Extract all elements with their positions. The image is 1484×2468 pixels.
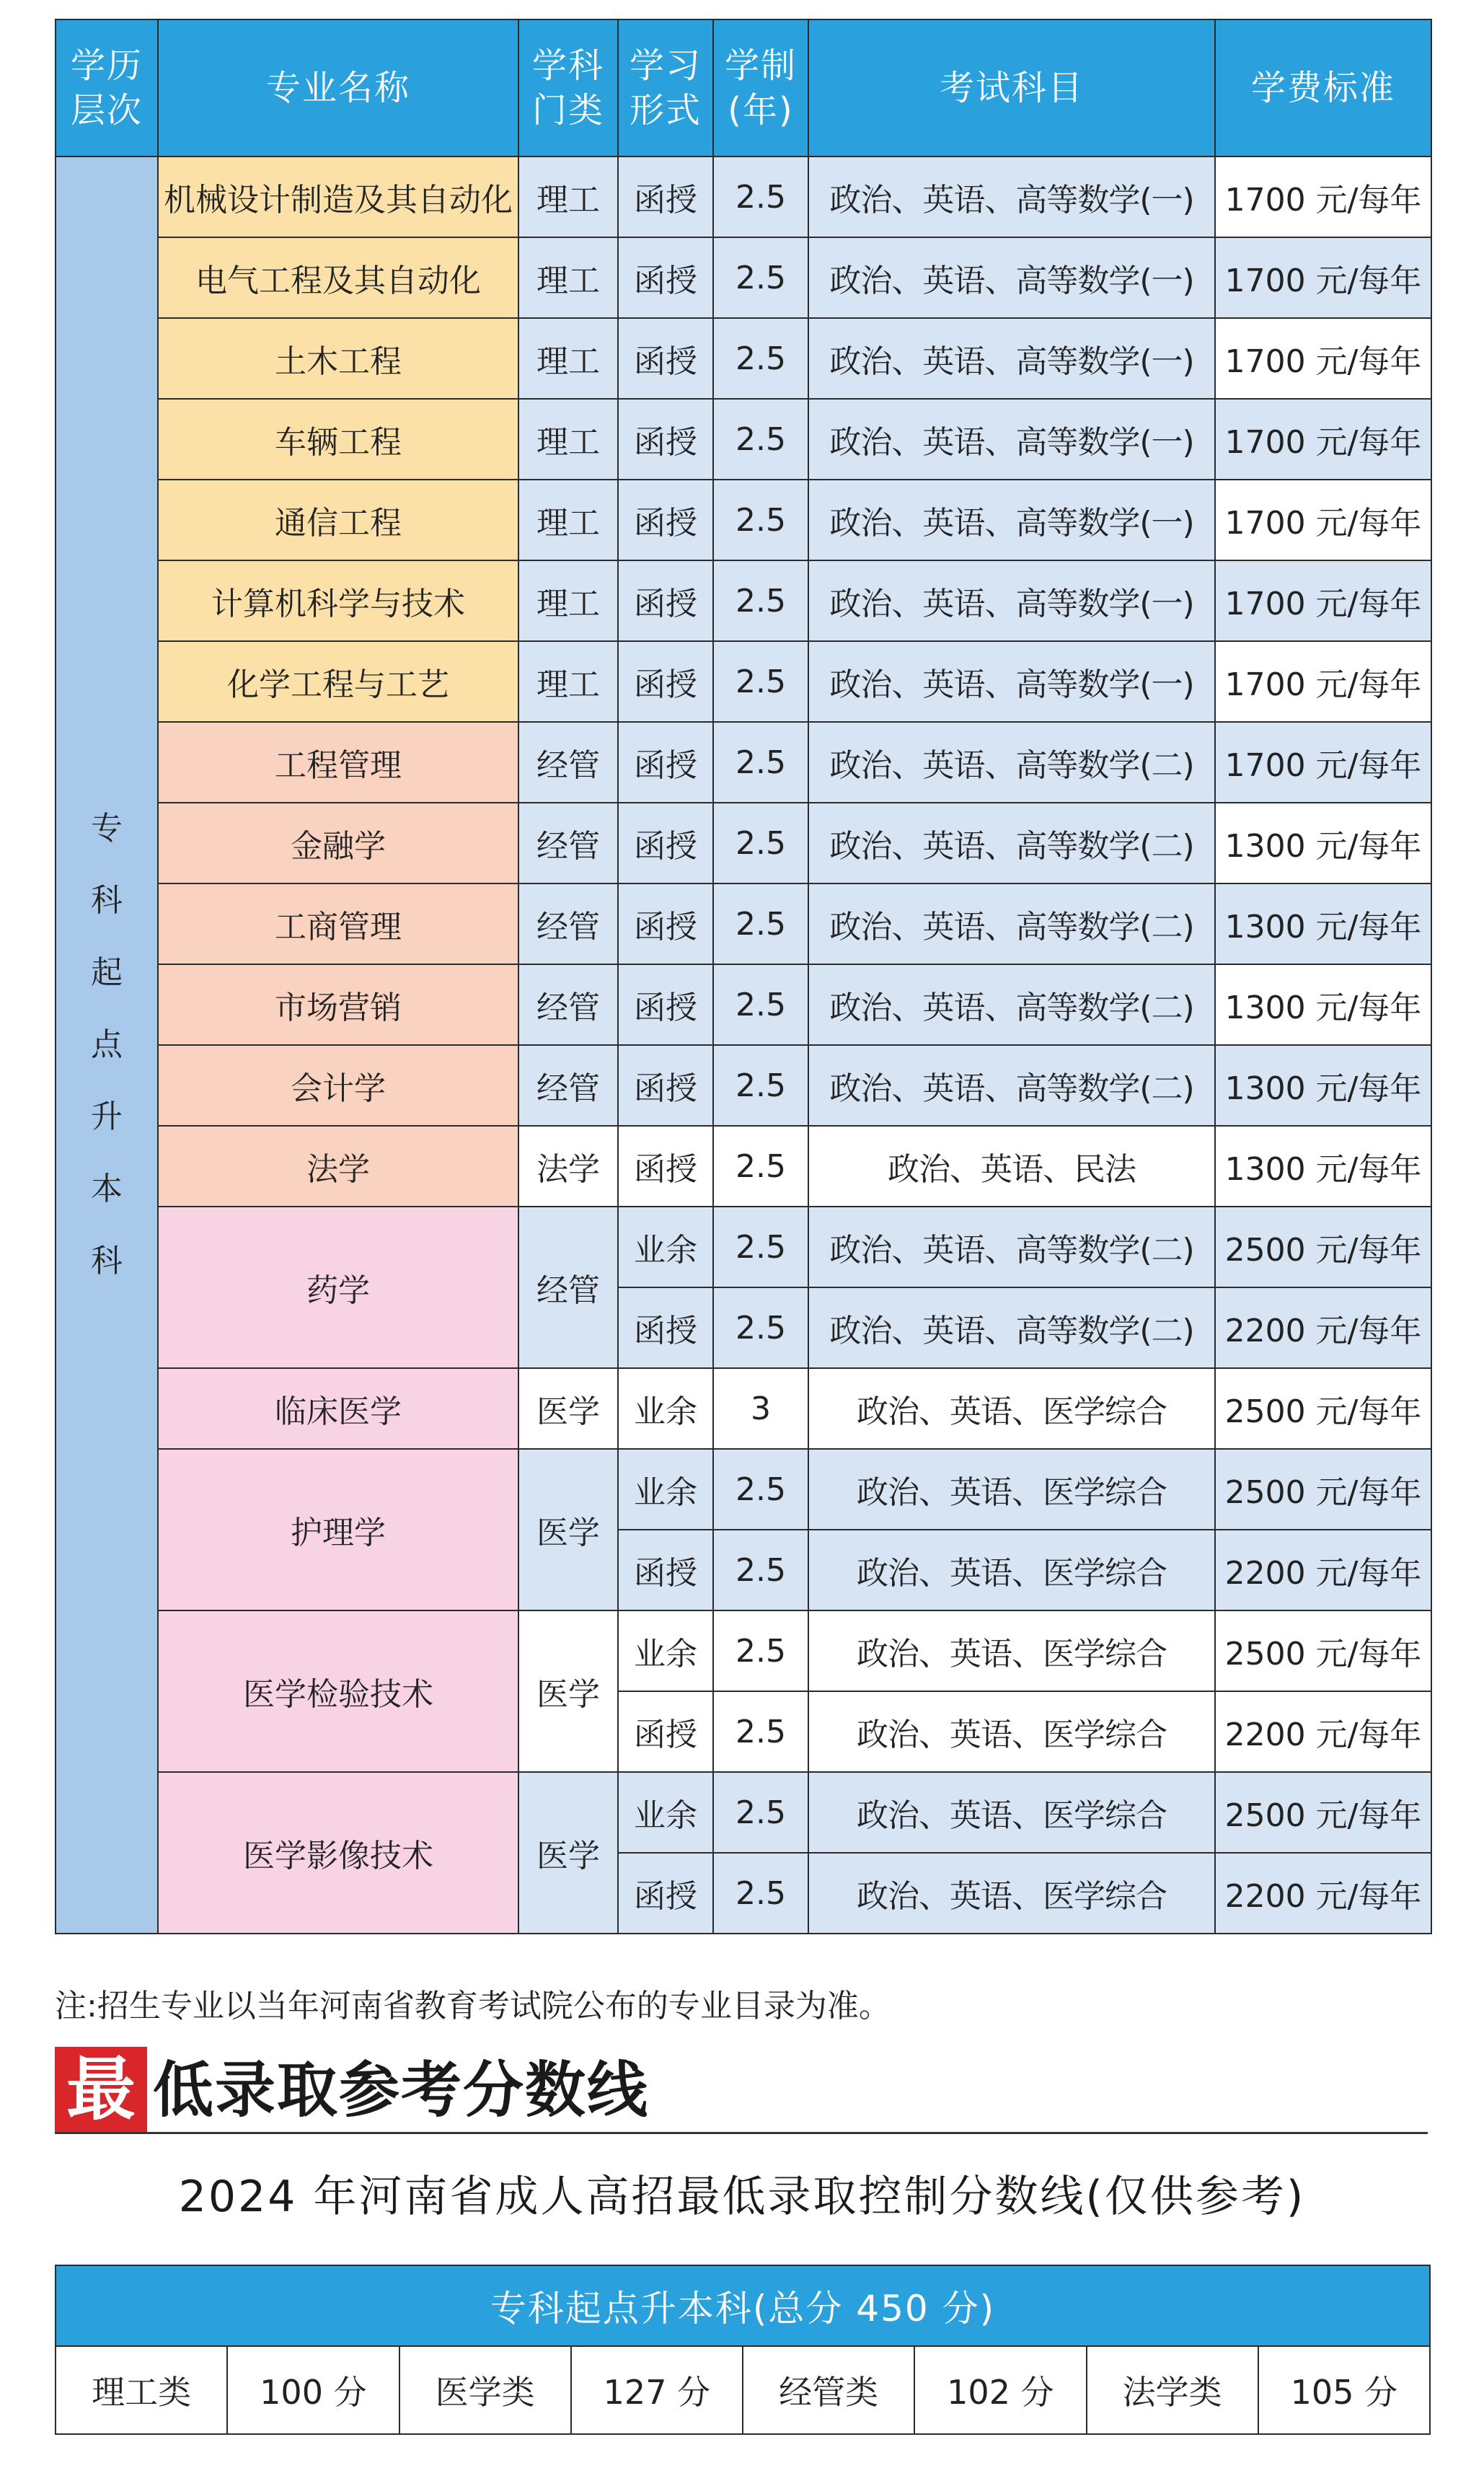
fee-cell: 2200 元/每年: [1215, 1691, 1431, 1772]
major-cell: 医学检验技术: [158, 1610, 518, 1772]
subjects-cell: 政治、英语、医学综合: [808, 1691, 1215, 1772]
score-label: 理工类: [56, 2346, 227, 2434]
subjects-cell: 政治、英语、高等数学(一): [808, 157, 1215, 237]
heading-divider: [55, 2132, 1428, 2134]
years-cell: 2.5: [713, 1287, 808, 1368]
mode-cell: 函授: [618, 1691, 713, 1772]
mode-cell: 业余: [618, 1610, 713, 1691]
major-cell: 医学影像技术: [158, 1772, 518, 1934]
major-cell: 会计学: [158, 1045, 518, 1126]
table-row: [56, 1126, 1431, 1207]
fee-cell: 2200 元/每年: [1215, 1287, 1431, 1368]
category-cell: 医学: [518, 1610, 618, 1772]
subjects-cell: 政治、英语、高等数学(一): [808, 641, 1215, 722]
subjects-cell: 政治、英语、医学综合: [808, 1853, 1215, 1934]
footnote: 注:招生专业以当年河南省教育考试院公布的专业目录为准。: [55, 1988, 891, 2024]
fee-cell: 2500 元/每年: [1215, 1772, 1431, 1853]
table-row: [56, 722, 1431, 803]
score-value: 100 分: [227, 2346, 399, 2434]
years-cell: 2.5: [713, 641, 808, 722]
years-cell: 2.5: [713, 1449, 808, 1530]
score-label: 法学类: [1087, 2346, 1258, 2434]
subjects-cell: 政治、英语、高等数学(一): [808, 399, 1215, 480]
major-cell: 电气工程及其自动化: [158, 237, 518, 318]
years-cell: 2.5: [713, 318, 808, 399]
table-row: [56, 1449, 1431, 1530]
section-heading: [55, 2047, 1428, 2133]
subjects-cell: 政治、英语、民法: [808, 1126, 1215, 1207]
fee-cell: 2200 元/每年: [1215, 1530, 1431, 1610]
fee-cell: 1300 元/每年: [1215, 1045, 1431, 1126]
table-row: [56, 399, 1431, 480]
subjects-cell: 政治、英语、高等数学(二): [808, 1207, 1215, 1287]
mode-cell: 函授: [618, 1287, 713, 1368]
table-row: [56, 1772, 1431, 1853]
mode-cell: 函授: [618, 883, 713, 964]
major-cell: 计算机科学与技术: [158, 560, 518, 641]
category-cell: 医学: [518, 1368, 618, 1449]
score-label: 医学类: [399, 2346, 571, 2434]
mode-cell: 函授: [618, 318, 713, 399]
mode-cell: 函授: [618, 560, 713, 641]
major-cell: 机械设计制造及其自动化: [158, 157, 518, 237]
years-cell: 2.5: [713, 1530, 808, 1610]
table-row: [56, 1368, 1431, 1449]
fee-cell: 1300 元/每年: [1215, 1126, 1431, 1207]
table-row: [56, 1045, 1431, 1126]
category-cell: 医学: [518, 1449, 618, 1610]
category-cell: 理工: [518, 560, 618, 641]
years-cell: 2.5: [713, 399, 808, 480]
fee-cell: 1700 元/每年: [1215, 237, 1431, 318]
table-row: [56, 1610, 1431, 1691]
fee-cell: 1700 元/每年: [1215, 641, 1431, 722]
years-cell: 2.5: [713, 722, 808, 803]
category-cell: 理工: [518, 641, 618, 722]
heading-text: 低录取参考分数线: [153, 2055, 650, 2125]
header-subjects: 考试科目: [808, 19, 1215, 157]
fee-cell: 1700 元/每年: [1215, 480, 1431, 560]
category-cell: 医学: [518, 1772, 618, 1934]
years-cell: 2.5: [713, 1853, 808, 1934]
category-cell: 经管: [518, 722, 618, 803]
mode-cell: 函授: [618, 722, 713, 803]
major-cell: 车辆工程: [158, 399, 518, 480]
mode-cell: 函授: [618, 641, 713, 722]
header-category: 学科 门类: [518, 19, 618, 157]
major-cell: 通信工程: [158, 480, 518, 560]
header-major: 专业名称: [158, 19, 518, 157]
header-mode: 学习 形式: [618, 19, 713, 157]
level-cell: 专 科 起 点 升 本 科: [56, 157, 158, 1934]
score-label: 经管类: [743, 2346, 914, 2434]
fee-cell: 1700 元/每年: [1215, 722, 1431, 803]
table-row: [56, 480, 1431, 560]
category-cell: 法学: [518, 1126, 618, 1207]
scores-header: 专科起点升本科(总分 450 分): [56, 2265, 1430, 2346]
table-row: [56, 883, 1431, 964]
subjects-cell: 政治、英语、高等数学(二): [808, 964, 1215, 1045]
mode-cell: 业余: [618, 1368, 713, 1449]
years-cell: 2.5: [713, 1610, 808, 1691]
score-value: 127 分: [571, 2346, 743, 2434]
mode-cell: 函授: [618, 1126, 713, 1207]
major-cell: 土木工程: [158, 318, 518, 399]
mode-cell: 函授: [618, 1530, 713, 1610]
scores-table: [55, 2265, 1431, 2435]
category-cell: 经管: [518, 803, 618, 883]
table-row: [56, 318, 1431, 399]
table-row: [56, 641, 1431, 722]
fee-cell: 1300 元/每年: [1215, 803, 1431, 883]
major-cell: 工程管理: [158, 722, 518, 803]
mode-cell: 函授: [618, 803, 713, 883]
mode-cell: 业余: [618, 1772, 713, 1853]
table-header-row: [56, 19, 1431, 157]
table-row: [56, 157, 1431, 237]
table-row: [56, 237, 1431, 318]
scores-header-row: [56, 2265, 1430, 2346]
table-row: [56, 964, 1431, 1045]
category-cell: 经管: [518, 1045, 618, 1126]
major-cell: 金融学: [158, 803, 518, 883]
subjects-cell: 政治、英语、高等数学(二): [808, 803, 1215, 883]
major-cell: 药学: [158, 1207, 518, 1368]
category-cell: 理工: [518, 480, 618, 560]
fee-cell: 2500 元/每年: [1215, 1610, 1431, 1691]
table-row: [56, 560, 1431, 641]
mode-cell: 函授: [618, 157, 713, 237]
years-cell: 3: [713, 1368, 808, 1449]
subjects-cell: 政治、英语、高等数学(一): [808, 318, 1215, 399]
subjects-cell: 政治、英语、医学综合: [808, 1449, 1215, 1530]
mode-cell: 业余: [618, 1207, 713, 1287]
category-cell: 理工: [518, 157, 618, 237]
major-cell: 临床医学: [158, 1368, 518, 1449]
major-cell: 法学: [158, 1126, 518, 1207]
subjects-cell: 政治、英语、医学综合: [808, 1368, 1215, 1449]
category-cell: 经管: [518, 883, 618, 964]
subjects-cell: 政治、英语、医学综合: [808, 1772, 1215, 1853]
score-title: 2024 年河南省成人高招最低录取控制分数线(仅供参考): [178, 2172, 1306, 2222]
fee-cell: 1300 元/每年: [1215, 964, 1431, 1045]
mode-cell: 函授: [618, 1045, 713, 1126]
subjects-cell: 政治、英语、医学综合: [808, 1610, 1215, 1691]
category-cell: 理工: [518, 399, 618, 480]
years-cell: 2.5: [713, 157, 808, 237]
major-cell: 市场营销: [158, 964, 518, 1045]
subjects-cell: 政治、英语、高等数学(二): [808, 722, 1215, 803]
table-row: [56, 1207, 1431, 1287]
category-cell: 经管: [518, 1207, 618, 1368]
subjects-cell: 政治、英语、高等数学(二): [808, 883, 1215, 964]
category-cell: 理工: [518, 318, 618, 399]
mode-cell: 函授: [618, 964, 713, 1045]
major-cell: 工商管理: [158, 883, 518, 964]
fee-cell: 1700 元/每年: [1215, 318, 1431, 399]
years-cell: 2.5: [713, 1691, 808, 1772]
years-cell: 2.5: [713, 1772, 808, 1853]
subjects-cell: 政治、英语、高等数学(二): [808, 1287, 1215, 1368]
major-cell: 护理学: [158, 1449, 518, 1610]
fee-cell: 2500 元/每年: [1215, 1207, 1431, 1287]
subjects-cell: 政治、英语、高等数学(一): [808, 560, 1215, 641]
header-level: 学历 层次: [56, 19, 158, 157]
years-cell: 2.5: [713, 1045, 808, 1126]
fee-cell: 2500 元/每年: [1215, 1368, 1431, 1449]
subjects-cell: 政治、英语、高等数学(二): [808, 1045, 1215, 1126]
category-cell: 理工: [518, 237, 618, 318]
subjects-cell: 政治、英语、高等数学(一): [808, 237, 1215, 318]
mode-cell: 函授: [618, 1853, 713, 1934]
major-cell: 化学工程与工艺: [158, 641, 518, 722]
mode-cell: 业余: [618, 1449, 713, 1530]
heading-badge: 最: [55, 2047, 147, 2132]
table-row: [56, 803, 1431, 883]
header-years: 学制 (年): [713, 19, 808, 157]
mode-cell: 函授: [618, 237, 713, 318]
years-cell: 2.5: [713, 237, 808, 318]
fee-cell: 2500 元/每年: [1215, 1449, 1431, 1530]
majors-table: [55, 19, 1432, 1934]
years-cell: 2.5: [713, 803, 808, 883]
fee-cell: 1300 元/每年: [1215, 883, 1431, 964]
years-cell: 2.5: [713, 1126, 808, 1207]
score-value: 102 分: [914, 2346, 1086, 2434]
years-cell: 2.5: [713, 480, 808, 560]
scores-row: [56, 2346, 1430, 2434]
fee-cell: 1700 元/每年: [1215, 157, 1431, 237]
years-cell: 2.5: [713, 1207, 808, 1287]
fee-cell: 1700 元/每年: [1215, 560, 1431, 641]
subjects-cell: 政治、英语、医学综合: [808, 1530, 1215, 1610]
years-cell: 2.5: [713, 883, 808, 964]
subjects-cell: 政治、英语、高等数学(一): [808, 480, 1215, 560]
years-cell: 2.5: [713, 964, 808, 1045]
mode-cell: 函授: [618, 399, 713, 480]
category-cell: 经管: [518, 964, 618, 1045]
mode-cell: 函授: [618, 480, 713, 560]
fee-cell: 2200 元/每年: [1215, 1853, 1431, 1934]
fee-cell: 1700 元/每年: [1215, 399, 1431, 480]
score-value: 105 分: [1258, 2346, 1430, 2434]
years-cell: 2.5: [713, 560, 808, 641]
header-fee: 学费标准: [1215, 19, 1431, 157]
